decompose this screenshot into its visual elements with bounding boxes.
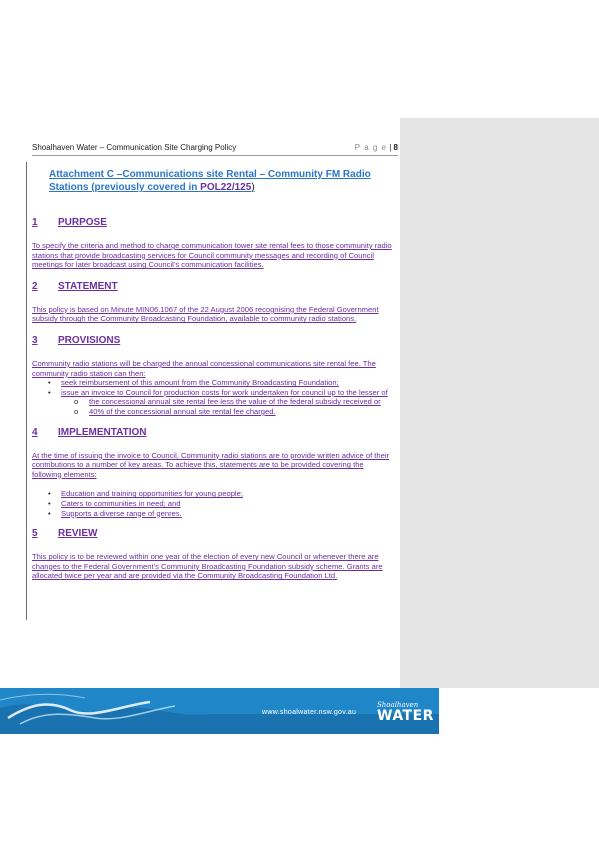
section-number: 1 — [32, 217, 38, 228]
header-divider — [32, 155, 398, 156]
bullet-icon: • — [48, 508, 51, 518]
list-item — [32, 509, 394, 519]
attachment-title — [49, 168, 394, 194]
section-number: 4 — [32, 426, 38, 438]
bullet-icon: • — [48, 489, 51, 499]
list-item-text: Supports a diverse range of genres. — [61, 508, 182, 518]
wave-swoosh-graphic — [0, 688, 439, 734]
implementation-paragraph: At the time of issuing the invoice to Council, Community radio stations are to provide written advice of their contributions to a number of key areas. To achieve this, statements are to be provided covering the following elements: — [32, 450, 390, 479]
list-item — [32, 397, 394, 407]
bullet-icon: • — [48, 378, 51, 388]
attachment-title-line1: Attachment C –Communications site Rental – Community FM Radio — [49, 169, 371, 180]
list-item-text: issue an invoice to Council for production costs for work undertaken for council up to the lesser of — [61, 387, 388, 397]
bullet-icon: • — [48, 387, 51, 397]
header-title: Shoalhaven Water – Communication Site Charging Policy — [32, 143, 237, 152]
water-logo: WATER — [377, 708, 434, 724]
section-title: IMPLEMENTATION — [58, 426, 147, 438]
list-item-text: Education and training opportunities for young people; — [61, 489, 243, 499]
footer-banner — [0, 688, 439, 734]
bullet-icon: • — [48, 498, 51, 508]
footer-website-link[interactable]: www.shoalwater.nsw.gov.au — [262, 709, 357, 716]
section-heading-implementation — [32, 426, 394, 439]
section-title: PURPOSE — [58, 217, 107, 228]
implementation-bullet-list — [32, 489, 394, 518]
attachment-title-suffix: ) — [251, 182, 255, 193]
purpose-paragraph: To specify the criteria and method to charge communication tower site rental fees to those community radio stations that provide broadcasting services for Council community messages and recording of Council meetings for later broadcast using Council’s communication facilities. — [32, 241, 392, 270]
policy-reference-link[interactable]: POL22/125 — [200, 182, 252, 193]
section-heading-statement — [32, 280, 394, 293]
provisions-bullet-list — [32, 378, 394, 397]
list-item-text: 40% of the concessional annual site rental fee charged. — [89, 406, 276, 416]
review-paragraph: This policy is to be reviewed within one year of the election of every new Council or whenever there are changes to the Federal Government’s Community Broadcasting Foundation subsidy scheme. Grants are allocated twice per year and are provided via the Community Broadcasting Foundation Ltd. — [32, 552, 383, 581]
change-bar — [26, 162, 27, 620]
section-title: STATEMENT — [58, 280, 118, 292]
provisions-sub-list — [32, 397, 394, 416]
comment-pane — [400, 118, 599, 688]
page-number — [355, 143, 398, 152]
section-title: REVIEW — [58, 528, 98, 540]
section-title: PROVISIONS — [58, 334, 121, 346]
document-body — [32, 168, 394, 581]
attachment-title-prefix: Stations (previously covered in — [49, 182, 201, 193]
shoalhaven-logo-script: Shoalhaven — [377, 701, 419, 709]
section-heading-review — [32, 527, 394, 540]
section-number: 2 — [32, 280, 38, 292]
page-number-value: 8 — [393, 143, 398, 152]
circle-bullet-icon: o — [74, 406, 79, 416]
section-heading-provisions — [32, 334, 394, 347]
list-item-text: seek reimbursement of this amount from the Community Broadcasting Foundation; — [61, 378, 339, 388]
list-item — [32, 407, 394, 417]
list-item-text: Caters to communities in need; and — [61, 498, 181, 508]
section-number: 5 — [32, 528, 38, 540]
provisions-paragraph: Community radio stations will be charged the annual concessional communications site rental fee. The community radio station can then: — [32, 358, 376, 378]
list-item — [32, 489, 394, 499]
page-separator: | — [389, 143, 392, 152]
list-item — [32, 499, 394, 509]
circle-bullet-icon: o — [74, 397, 79, 407]
section-heading-purpose — [32, 216, 394, 229]
list-item-text: the concessional annual site rental fee less the value of the federal subsidy received or — [89, 397, 381, 407]
statement-paragraph: This policy is based on Minute MIN06.1067 of the 22 August 2006 recognising the Federal Government subsidy through the Community Broadcasting Foundation, available to community radio stations. — [32, 304, 379, 324]
page-label: P a g e — [354, 143, 387, 152]
list-item — [32, 378, 394, 388]
attachment-title-line2 — [49, 181, 394, 194]
section-number: 3 — [32, 334, 38, 346]
list-item — [32, 388, 394, 398]
